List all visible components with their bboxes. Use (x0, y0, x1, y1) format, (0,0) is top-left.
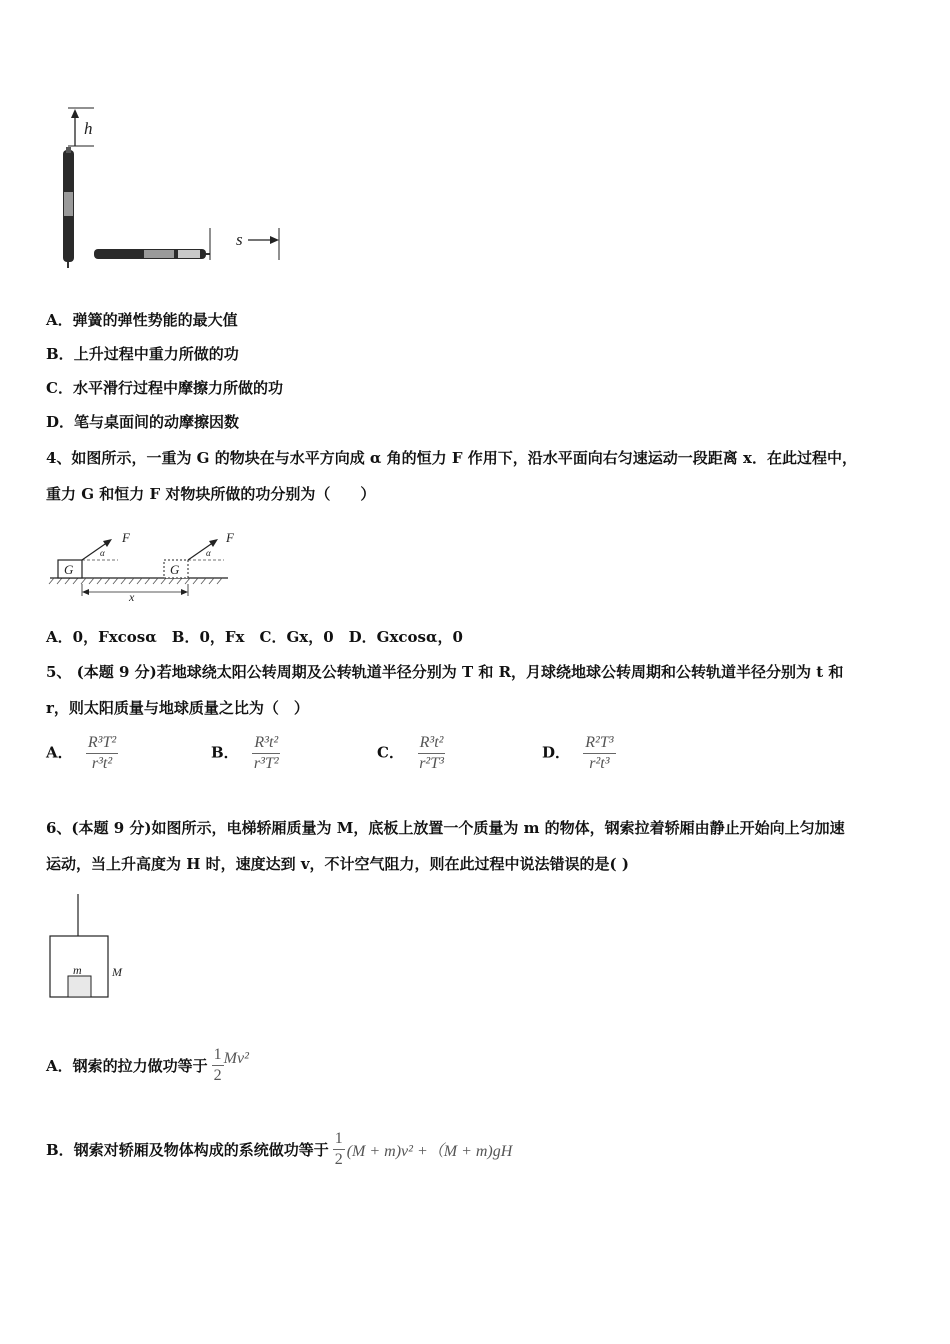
q6-stem-line1: 6、(本题 9 分)如图所示，电梯轿厢质量为 M，底板上放置一个质量为 m 的物体，钢索拉着轿厢由静止开始向上匀加速 (46, 819, 845, 837)
q6-option-b-fraction: $\frac{1}{2}$ (334, 1130, 343, 1168)
q5-option-c-fraction: $\frac{\text{R³t²}}{\text{r²T³}}$ (419, 734, 444, 772)
mass-m-label: m (73, 963, 82, 977)
q5-option-b (211, 734, 281, 773)
q4-stem-line2: 重力 G 和恒力 F 对物块所做的功分别为（ ） (46, 485, 376, 503)
q4-stem-line1: 4、如图所示，一重为 G 的物块在与水平方向成 α 角的恒力 F 作用下，沿水平面向右匀速运动一段距离 x．在此过程中， (46, 449, 857, 467)
label-s: s (236, 230, 243, 249)
q6-option-a-expr: Mv² (223, 1049, 249, 1067)
q6-option-b-expr: (M + m)v² +（M + m)gH (346, 1143, 513, 1160)
angle-label-2: α (206, 548, 211, 558)
q5-option-b-label: B． (211, 743, 239, 762)
q3-option-c: C．水平滑行过程中摩擦力所做的功 (46, 379, 283, 397)
q5-option-a-label: A． (46, 743, 73, 762)
elevator-figure (46, 892, 146, 1004)
q3-option-b: B．上升过程中重力所做的功 (46, 345, 239, 363)
q5-option-b-fraction: $\frac{\text{R³t²}}{\text{r³T²}}$ (253, 734, 279, 772)
q5-option-d-label: D． (542, 743, 571, 762)
q6-option-b-text: 钢索对轿厢及物体构成的系统做功等于 (73, 1141, 329, 1159)
q5-option-a-fraction: $\frac{\text{R³T²}}{\text{r³t²}}$ (87, 734, 117, 772)
distance-label: x (129, 590, 135, 604)
q3-option-d: D．笔与桌面间的动摩擦因数 (46, 413, 240, 431)
q6-option-a-fraction: $\frac{1}{2}$ (213, 1046, 222, 1084)
q5-option-c (377, 734, 446, 773)
q5-stem-line1: 5、 (本题 9 分)若地球绕太阳公转周期及公转轨道半径分别为 T 和 R，月球绕地球公转周期和公转轨道半径分别为 t 和 (46, 663, 844, 681)
q6-option-b-label: B． (46, 1141, 74, 1159)
q5-option-d-fraction: $\frac{\text{R²T³}}{\text{r²t³}}$ (585, 734, 614, 772)
label-h: h (84, 119, 93, 138)
q6-option-a-label: A． (46, 1057, 73, 1075)
force-label-2: F (226, 530, 234, 545)
q6-option-b (46, 1130, 512, 1169)
q5-option-a (46, 734, 118, 773)
block-label-2: G (170, 562, 180, 577)
q6-stem-line2: 运动，当上升高度为 H 时，速度达到 v，不计空气阻力，则在此过程中说法错误的是( ) (46, 855, 629, 873)
q5-option-d (542, 734, 616, 773)
q6-option-a-text: 钢索的拉力做功等于 (72, 1057, 208, 1075)
q5-stem-line2: r，则太阳质量与地球质量之比为（ ） (46, 699, 309, 717)
q5-option-c-label: C． (377, 743, 404, 762)
mass-M-label: M (112, 965, 122, 979)
angle-label-1: α (100, 548, 105, 558)
block-label-1: G (64, 562, 74, 577)
block-force-figure (46, 528, 246, 606)
q4-options: A．0，Fxcosα B．0，Fx C．Gx，0 D．Gxcosα，0 (46, 628, 463, 646)
q6-option-a (46, 1046, 249, 1085)
force-label-1: F (122, 530, 130, 545)
q3-option-a: A．弹簧的弹性势能的最大值 (46, 311, 238, 329)
pen-figure (50, 100, 290, 275)
